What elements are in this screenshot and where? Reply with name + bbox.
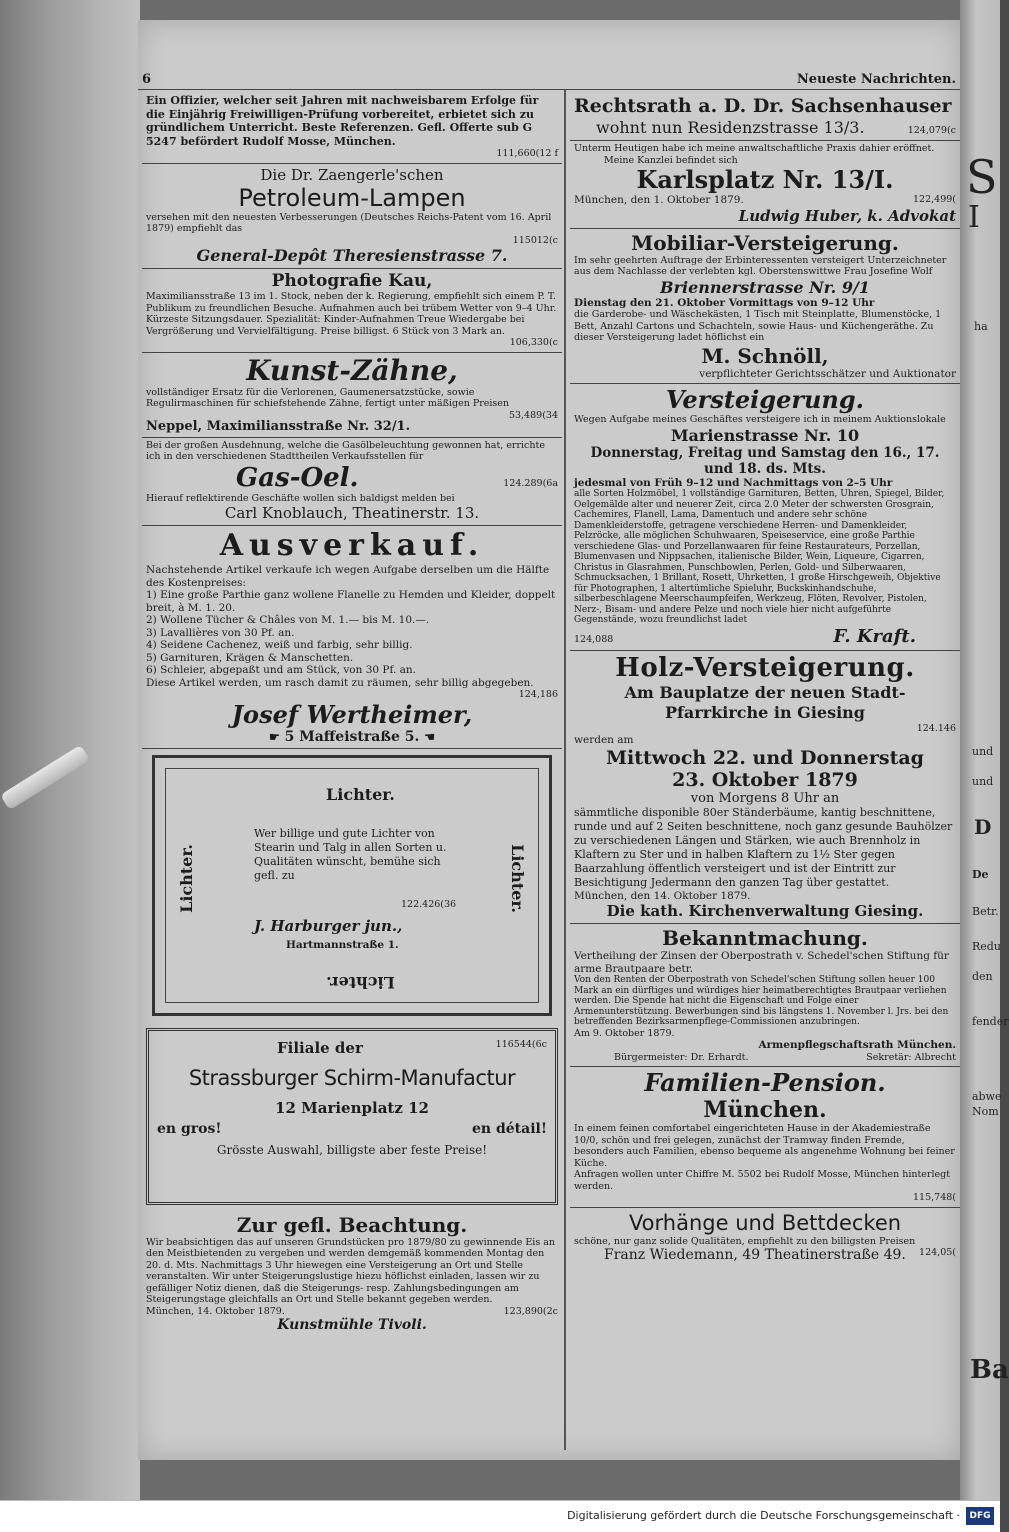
versteigerung-address: Marienstrasse Nr. 10	[670, 425, 860, 445]
holz-code: 124.146	[916, 722, 956, 734]
versteigerung-date: Donnerstag, Freitag und Samstag den 16., 17. und 18. ds. Mts.	[590, 444, 940, 477]
versteigerung-time: jedesmal von Früh 9–12 und Nachmittags von 2–5 Uhr	[574, 476, 893, 489]
mobiliar-date: Dienstag den 21. Oktober Vormittags von 9–12 Uhr	[574, 296, 875, 309]
versteigerung-code: 124,088	[574, 633, 614, 645]
holz-line2: Am Bauplatze der neuen Stadt-Pfarrkirche in Giesing	[624, 682, 906, 722]
bekanntmachung-secretary: Sekretär: Albrecht	[866, 1051, 956, 1063]
holz-name: Die kath. Kirchenverwaltung Giesing.	[606, 902, 924, 920]
pension-code: 115,748(	[913, 1192, 956, 1203]
page-header	[138, 72, 960, 90]
ausverkauf-item: 1) Eine große Parthie ganz wollene Flanelle zu Hemden und Kleider, doppelt breit, à M. 1. 20.	[146, 589, 556, 614]
huber-body1: Unterm Heutigen habe ich meine anwaltschaftliche Praxis dahier eröffnet.	[574, 143, 935, 154]
pointing-hand-icon: ☚	[424, 729, 435, 744]
next-page-fragment: fender	[972, 1015, 1009, 1028]
ausverkauf-address: 5 Maffeistraße 5.	[284, 728, 420, 745]
schirm-detail: en détail!	[472, 1120, 547, 1137]
schirm-line1: Filiale der	[277, 1038, 363, 1057]
next-page-fragment: den	[972, 970, 993, 983]
ad-photographie	[142, 269, 562, 353]
zaengerle-line1: Die Dr. Zaengerle'schen	[260, 165, 444, 184]
ad-bekanntmachung	[570, 924, 960, 1067]
next-page-fragment: I	[968, 200, 980, 235]
ausverkauf-item: 5) Garnituren, Krägen & Manschetten.	[146, 651, 354, 664]
next-page-fragment: abwe	[972, 1090, 1002, 1103]
gasoel-intro: Bei der großen Ausdehnung, welche die Gasölbeleuchtung gewonnen hat, errichte ich in den verschiedenen Stadttheilen Verkaufsstellen für	[146, 439, 545, 462]
ad-vorhaenge	[570, 1208, 960, 1267]
gasoel-name: Carl Knoblauch, Theatinerstr. 13.	[224, 504, 480, 522]
mobiliar-role: verpflichteter Gerichtsschätzer und Auktionator	[699, 367, 956, 380]
rechtsrath-line2: wohnt nun Residenzstrasse 13/3.	[596, 118, 865, 137]
ad-ausverkauf	[142, 526, 562, 749]
bekanntmachung-body: Von den Renten der Oberpostrath von Schedel'schen Stiftung sollen heuer 100 Mark an ein dürftiges und würdiges hier heimatberechtigtes Brautpaar verliehen werden. Die Spende hat nicht die Eigenschaft und Folge einer Armenunterstützung. Bewerbungen sind bis längstens 1. November l. Jrs. bei den betreffenden Bezirksarmenpflege-Commissionen anzubringen.	[574, 975, 949, 1027]
column-divider	[564, 90, 566, 1450]
mobiliar-body: Im sehr geehrten Auftrage der Erbinteressenten versteigert Unterzeichneter aus dem Nachlasse der verlebten kgl. Oberstenswittwe Frau Josefine Wolf	[574, 254, 947, 277]
huber-date: München, den 1. Oktober 1879.	[574, 194, 744, 206]
ad-kunstzaehne	[142, 353, 562, 438]
page-number: 6	[142, 72, 152, 87]
bekanntmachung-title: Bekanntmachung.	[662, 926, 868, 950]
beachtung-code: 123,890(2c	[503, 1305, 558, 1317]
ausverkauf-item: 2) Wollene Tücher & Châles von M. 1.— bis M. 10.—.	[146, 614, 430, 626]
beachtung-title: Zur gefl. Beachtung.	[236, 1212, 468, 1237]
ad-zaengerle	[142, 164, 562, 270]
mobiliar-title: Mobiliar-Versteigerung.	[631, 230, 899, 255]
dfg-logo-icon: DFG	[966, 1507, 994, 1525]
holz-line3: werden am	[574, 734, 634, 746]
lichter-left: Lichter.	[176, 843, 196, 913]
digitization-footer	[0, 1500, 1000, 1532]
pension-body: In einem feinen comfortabel eingerichteten Hause in der Akademiestraße 10/0, schön und frei gelegen, zunächst der Tramway finden Fremde, besonders auch Familien, ebenso bequeme als angenehme Wohnung bei feiner Küche.	[574, 1123, 955, 1169]
holz-body: sämmtliche disponible 80er Ständerbäume, kantig beschnittene, runde und auf 2 Seiten beschnittene, noch ganz gesunde Bauhölzer zu verschiedenen Längen und Stärken, wie auch Brennholz in Klaftern zu Ster und in halben Klaftern zu 1½ Ster gegen Baarzahlung öffentlich versteigert und ist der Eintritt zur Besichtigung Jedermann den ganzen Tag über gestattet.	[574, 805, 953, 889]
offizier-code: 111,660(12 f	[496, 148, 558, 159]
left-column	[142, 92, 562, 1336]
next-page-fragment: Betr.	[972, 905, 999, 918]
gasoel-body: Hierauf reflektirende Geschäfte wollen sich baldigst melden bei	[146, 492, 455, 504]
pension-title: Familien-Pension.	[644, 1068, 886, 1097]
rechtsrath-title: Rechtsrath a. D. Dr. Sachsenhauser	[574, 95, 952, 117]
ausverkauf-address-row	[146, 729, 558, 745]
pension-city: München.	[703, 1097, 827, 1123]
gasoel-title: Gas-Oel.	[236, 462, 359, 493]
mobiliar-items: die Garderobe- und Wäschekästen, 1 Tisch mit Steinplatte, Blumenstöcke, 1 Bett, Anzahl Cartons und Schachteln, sowie Haus- und Küchengeräthe. Zu dieser Versteigerung ladet höflichst ein	[574, 309, 942, 343]
mobiliar-address: Briennerstrasse Nr. 9/1	[660, 277, 870, 297]
offizier-text: Ein Offizier, welcher seit Jahren mit nachweisbarem Erfolge für die Einjährig Freiwilligen-Prüfung vorbereitet, erbietet sich zu gründlichem Unterricht. Beste Referenzen. Gefl. Offerte sub G 5247 befördert Rudolf Mosse, München.	[146, 94, 539, 148]
bekanntmachung-authority: Armenpflegschaftsrath München.	[758, 1039, 956, 1051]
zaehne-title: Kunst-Zähne,	[246, 353, 458, 387]
schirm-code: 116544(6c	[495, 1038, 547, 1050]
next-page-fragment: ha	[974, 320, 988, 333]
vorhaenge-body: schöne, nur ganz solide Qualitäten, empfiehlt zu den billigsten Preisen	[574, 1235, 916, 1247]
photographie-title: Photografie Kau,	[271, 271, 433, 291]
next-page-fragment: Redu	[972, 940, 1001, 953]
vorhaenge-code: 124,05(	[919, 1247, 956, 1258]
pension-contact: Anfragen wollen unter Chiffre M. 5502 bei Rudolf Mosse, München hinterlegt werden.	[574, 1169, 951, 1192]
right-column	[570, 92, 960, 1266]
lichter-right: Lichter.	[508, 843, 528, 913]
lichter-body: Wer billige und gute Lichter von Stearin und Talg in allen Sorten u. Qualitäten wünscht, bemühe sich gefl. zu	[254, 826, 447, 882]
lichter-inner-frame	[165, 768, 539, 1003]
holz-date: München, den 14. Oktober 1879.	[574, 889, 751, 902]
ausverkauf-intro: Nachstehende Artikel verkaufe ich wegen Aufgabe derselben um die Hälfte des Kostenpreises:	[146, 564, 550, 589]
holz-title: Holz-Versteigerung.	[615, 652, 915, 683]
ausverkauf-title: Ausverkauf.	[219, 528, 485, 563]
lichter-address: Hartmannstraße 1.	[286, 938, 399, 951]
ad-lichter	[152, 755, 552, 1016]
photographie-body: Maximiliansstraße 13 im 1. Stock, neben der k. Regierung, empfiehlt sich einem P. T. Publikum zu freundlichen Besuche. Aufnahmen auch bei trübem Wetter von 9–4 Uhr. Kürzeste Sitzungsdauer. Spezialität: Kinder-Aufnahmen Treue Wiedergabe bei Vergrößerung und Vervielfältigung. Preise billigst. 6 Stück von 3 Mark an.	[146, 291, 557, 337]
paper-title: Neueste Nachrichten.	[796, 72, 956, 87]
ad-versteigerung	[570, 384, 960, 651]
ausverkauf-item: 4) Seidene Cachenez, weiß und farbig, sehr billig.	[146, 639, 413, 651]
ausverkauf-item: 3) Lavallières von 30 Pf. an.	[146, 626, 295, 639]
versteigerung-name: F. Kraft.	[833, 625, 916, 647]
next-page-fragment: Ba	[970, 1355, 1009, 1385]
bekanntmachung-line2: Vertheilung der Zinsen der Oberpostrath v. Schedel'schen Stiftung für arme Brautpaare betr.	[574, 950, 949, 975]
bekanntmachung-mayor: Bürgermeister: Dr. Erhardt.	[614, 1051, 749, 1063]
next-page-fragment: und	[972, 775, 994, 788]
newspaper-page	[138, 20, 960, 1460]
vorhaenge-title: Vorhänge und Bettdecken	[628, 1210, 902, 1235]
photographie-code: 106,330(c	[509, 337, 558, 348]
footer-text: Digitalisierung gefördert durch die Deutsche Forschungsgemeinschaft ·	[567, 1509, 960, 1522]
bekanntmachung-date: Am 9. Oktober 1879.	[574, 1027, 675, 1039]
ad-pension	[570, 1067, 960, 1208]
holz-date2: 23. Oktober 1879	[672, 768, 858, 791]
holz-date1: Mittwoch 22. und Donnerstag	[606, 746, 924, 769]
huber-name: Ludwig Huber, k. Advokat	[738, 206, 956, 225]
lichter-top: Lichter.	[326, 784, 395, 804]
lichter-code: 122.426(36	[401, 898, 457, 910]
rechtsrath-code: 124,079(c	[907, 125, 956, 136]
zaehne-body: vollständiger Ersatz für die Verlorenen, Gaumenersatzstücke, sowie Regulirmaschinen für schiefstehende Zähne, fertigt unter mäßigen Preisen	[146, 386, 510, 409]
versteigerung-body: Wegen Aufgabe meines Geschäftes versteigere ich in meinem Auktionslokale	[574, 414, 946, 425]
zaengerle-depot: General-Depôt Theresienstrasse 7.	[196, 246, 508, 265]
versteigerung-title: Versteigerung.	[665, 385, 865, 414]
ad-mobiliar	[570, 229, 960, 385]
mobiliar-name: M. Schnöll,	[701, 343, 829, 368]
beachtung-body: Wir beabsichtigen das auf unseren Grundstücken pro 1879/80 zu gewinnende Eis an den Meistbietenden zu vergeben und werden demgemäß kommenden Montag den 20. d. Mts. Nachmittags 3 Uhr hiewegen eine Versteigerung an Ort und Stelle veranstalten. Wir unter Steigerungslustige hiezu höflichst einladen, lassen wir zu gefälliger Notiz dienen, daß die Steigerungs- resp. Zahlungsbedingungen am Steigerungstage gleichfalls an Ort und Stelle bekannt gegeben werden.	[146, 1236, 556, 1305]
ad-schirm-manufactur	[146, 1028, 558, 1205]
schirm-tagline: Grösste Auswahl, billigste aber feste Preise!	[216, 1142, 488, 1157]
schirm-address: 12 Marienplatz 12	[275, 1098, 429, 1117]
huber-body2: Meine Kanzlei befindet sich	[604, 154, 738, 166]
zaehne-code: 53,489(34	[508, 409, 558, 421]
zaehne-name: Neppel, Maximiliansstraße Nr. 32/1.	[146, 419, 411, 434]
vorhaenge-name: Franz Wiedemann, 49 Theatinerstraße 49.	[604, 1247, 906, 1263]
lichter-name: J. Harburger jun.,	[254, 916, 403, 935]
gasoel-code: 124.289(6a	[503, 477, 558, 489]
next-page-fragment: De	[972, 868, 989, 881]
ausverkauf-code: 124,186	[518, 689, 558, 700]
ad-beachtung	[142, 1211, 562, 1337]
ausverkauf-outro: Diese Artikel werden, um rasch damit zu räumen, sehr billig abgegeben.	[146, 676, 534, 689]
next-page-fragment: und	[972, 745, 994, 758]
adjacent-page-edge	[960, 0, 1009, 1500]
huber-code: 122,499(	[913, 194, 956, 205]
ad-gasoel	[142, 438, 562, 527]
lichter-bottom: Lichter.	[326, 972, 395, 992]
versteigerung-items: alle Sorten Holzmöbel, 1 vollständige Garnituren, Betten, Uhren, Spiegel, Bilder, Oelgemälde alter und neuerer Zeit, circa 2.0 Meter der schwersten Grosgrain, Cachemires, Flanell, Lama, Damentuch und andere sehr schöne Damenkleiderstoffe, getragene verschiedene Herren- und Damenkleider, Pelzröcke, alle möglichen Schuhwaaren, Speiseservice, eine große Parthie verschiedene Glas- und Porzellanwaaren für feine Restaurateurs, Porzellan, Blumenvasen und Nippsachen, italienische Bilder, Wein, Liqueure, Cigarren, Christus in Glasrahmen, Punschbowlen, Perlen, Gold- und Silberwaaren, Schmucksachen, 1 Brillant, Rosett, Uhrketten, 1 große Hirschgeweih, Objektive für Photographen, 1 altertümliche Spieluhr, Buckskinhandschuhe, silberbeschlagene Meerschaumpfeifen, Werkzeug, Flöten, Revolver, Pistolen, Nerz-, Bisam- und andere Pelze und noch viele hier nicht aufgeführte Gegenstände, wozu freundlichst ladet	[574, 489, 945, 625]
zaengerle-body: versehen mit den neuesten Verbesserungen (Deutsches Reichs-Patent vom 16. April 1879) empfiehlt das	[146, 211, 552, 234]
huber-title: Karlsplatz Nr. 13/I.	[636, 165, 894, 194]
schirm-gros: en gros!	[157, 1120, 222, 1137]
ad-holz	[570, 651, 960, 925]
next-page-fragment: D	[974, 815, 992, 839]
zaengerle-title: Petroleum-Lampen	[238, 183, 466, 212]
ad-huber	[570, 141, 960, 229]
holz-time: von Morgens 8 Uhr an	[690, 790, 840, 806]
beachtung-name: Kunstmühle Tivoli.	[277, 1317, 427, 1333]
beachtung-date: München, 14. Oktober 1879.	[146, 1305, 285, 1317]
next-page-fragment: S	[966, 150, 998, 204]
ad-rechtsrath	[570, 92, 960, 141]
zaengerle-code: 115012(c	[512, 234, 558, 246]
ad-offizier	[142, 92, 562, 164]
ausverkauf-name: Josef Wertheimer,	[231, 699, 473, 729]
schirm-title: Strassburger Schirm-Manufactur	[188, 1065, 516, 1090]
pointing-hand-icon: ☛	[268, 729, 280, 744]
ausverkauf-item: 6) Schleier, abgepaßt und am Stück, von 30 Pf. an.	[146, 664, 417, 676]
next-page-fragment: Nom	[972, 1105, 999, 1118]
